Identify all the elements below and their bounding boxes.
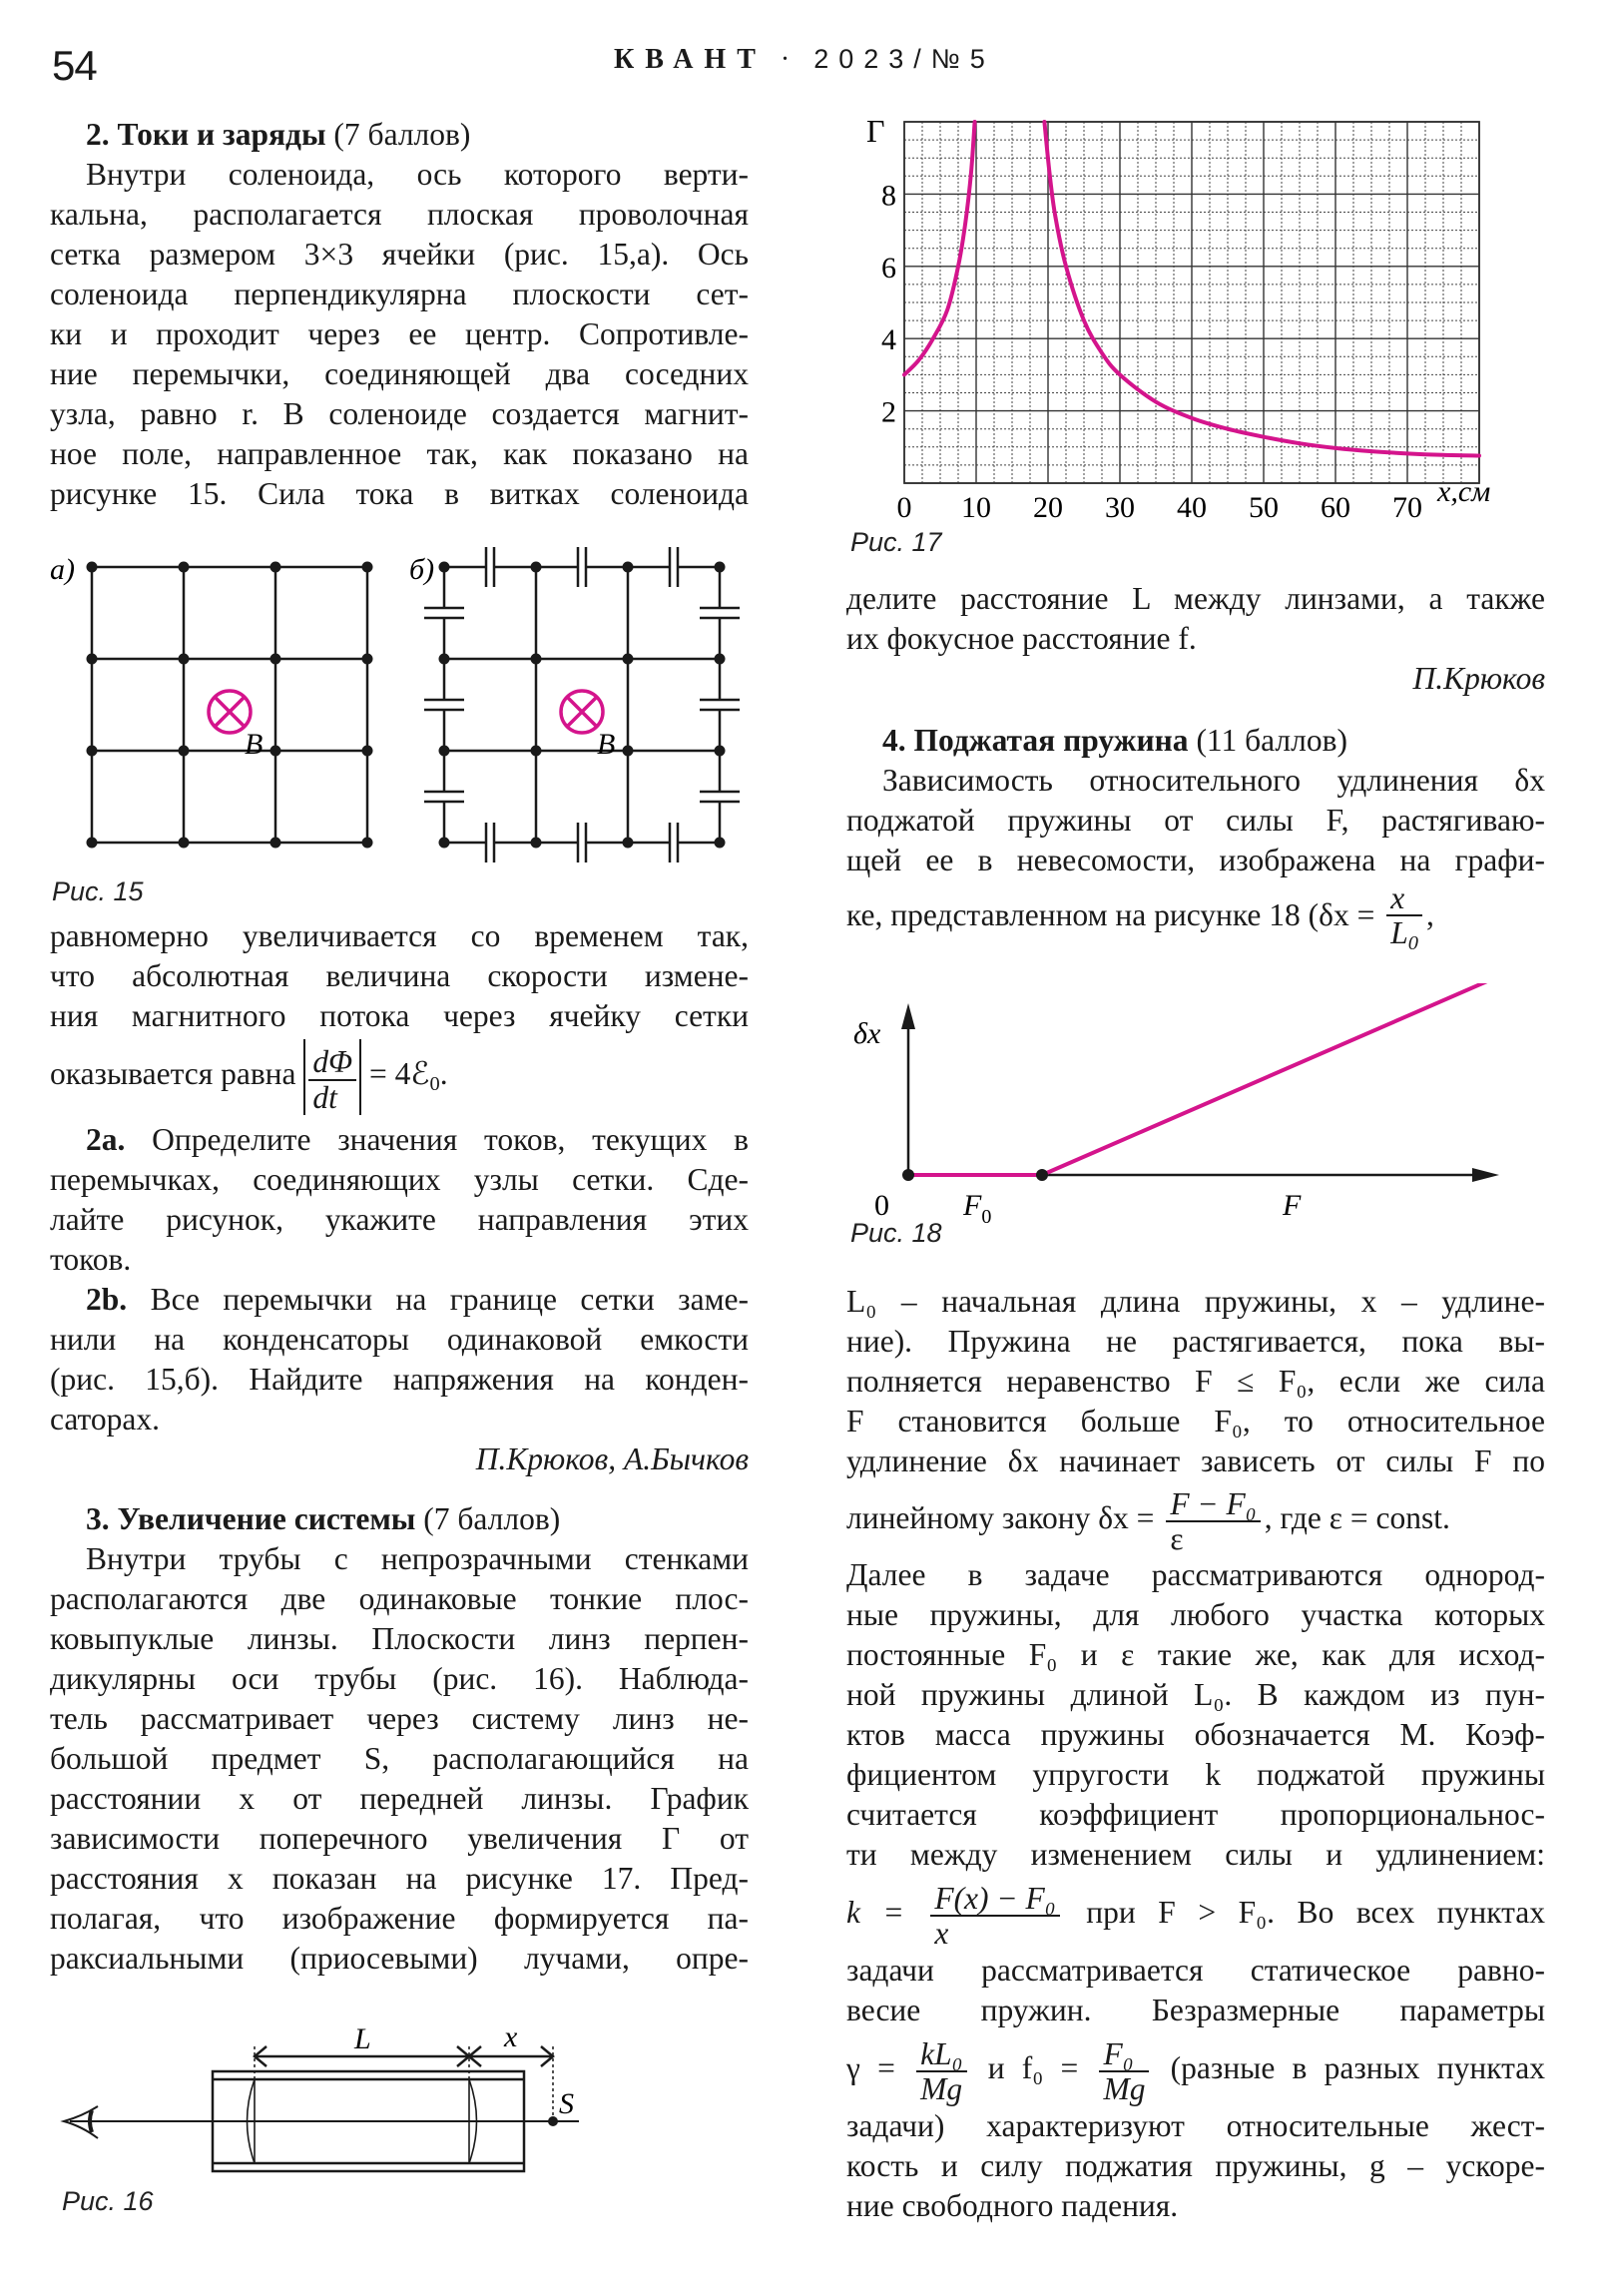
figure-16-caption: Рис. 16: [62, 2186, 154, 2216]
label-S: S: [559, 2087, 574, 2120]
magnetic-field-into-page-icon-b: [561, 691, 603, 733]
dimensionless-params-line: [846, 2030, 1545, 2106]
problem-4-heading: [846, 721, 1545, 761]
problem-points: (7 баллов): [423, 1501, 561, 1536]
node: [715, 562, 726, 573]
node: [623, 838, 634, 849]
problem-3-heading: [50, 1499, 749, 1539]
text-line: что абсолютная величина скорости измене-: [50, 958, 749, 993]
question-2b: [50, 1280, 749, 1439]
text-line: ти между изменением силы и удлинением:: [846, 1837, 1545, 1872]
problem-title: Токи и заряды: [117, 117, 326, 152]
problem-number: 4.: [882, 723, 906, 758]
fraction-denominator: ε: [1170, 1520, 1184, 1556]
text-line: токов.: [50, 1242, 132, 1277]
question-2a: [50, 1120, 749, 1280]
node: [439, 746, 450, 757]
node: [531, 654, 542, 665]
figure-15b-label: б): [409, 553, 435, 586]
text-line: располагаются две одинаковые тонкие плос-: [50, 1581, 749, 1616]
left-column: [50, 115, 749, 514]
node: [439, 838, 450, 849]
origin-label: 0: [874, 1189, 889, 1222]
fraction-denominator: [1386, 916, 1422, 955]
x-tick-label: 20: [1033, 491, 1063, 519]
y-axis-label: δx: [853, 1017, 881, 1050]
text-line: полагая, что изображение формируется па-: [50, 1901, 749, 1936]
node: [715, 746, 726, 757]
y-tick-label: 8: [881, 179, 896, 213]
text-line: нили на конденсаторы одинаковой емкости: [50, 1322, 749, 1357]
problem-3-authors: П.Крюков: [1412, 661, 1545, 696]
text-line: полняется неравенство F ≤ F₀, если же сила: [846, 1364, 1545, 1399]
text-line: большой предмет S, располагающийся на: [50, 1741, 749, 1776]
definition-text: ке, представленном на рисунке 18 (δx =: [846, 897, 1375, 932]
node: [87, 746, 98, 757]
magnetic-field-into-page-icon-a: [209, 691, 251, 733]
left-column-continued: [50, 916, 749, 1979]
text-line: сетка размером 3×3 ячейки (рис. 15,а). Ось: [50, 237, 749, 272]
text-line: 2b. Все перемычки на границе сетки заме-: [86, 1282, 749, 1317]
chart-grid: [904, 122, 1479, 483]
figure-17-caption: Рис. 17: [850, 527, 942, 557]
y-tick-label: 6: [881, 251, 896, 285]
right-column-continued: [846, 1282, 1545, 2226]
fraction-denominator: x: [934, 1915, 949, 1951]
figure-15-caption: Рис. 15: [52, 876, 144, 906]
problem-3-intro: [50, 1539, 749, 1979]
x-axis-label: F: [1283, 1189, 1302, 1222]
f0-fraction: [1099, 2037, 1149, 2105]
problem-4-definitions: [846, 1555, 1545, 1875]
linear-law-line: [846, 1481, 1545, 1555]
node: [715, 654, 726, 665]
node: [531, 746, 542, 757]
fraction-numerator: F₀: [1099, 2037, 1149, 2072]
text-line: дикулярны оси трубы (рис. 16). Наблюда-: [50, 1661, 749, 1696]
text-line: Внутри трубы с непрозрачными стенками: [86, 1541, 749, 1576]
node: [623, 562, 634, 573]
x-tick-label: 10: [961, 491, 991, 519]
node: [623, 746, 634, 757]
figure-15: [40, 539, 779, 918]
text-line: их фокусное расстояние f.: [846, 621, 1197, 656]
figure-15a-grid: [87, 562, 373, 849]
text-line: соленоида перпендикулярна плоскости сет-: [50, 277, 749, 311]
figure-18-caption: Рис. 18: [850, 1218, 942, 1248]
denominator-symbol: L: [1390, 914, 1408, 950]
gamma-fraction: [916, 2037, 966, 2105]
label-L: L: [354, 2022, 371, 2055]
text-line: перемычках, соединяющих узлы сетки. Сде-: [50, 1162, 749, 1197]
text-line: расстояния x показан на рисунке 17. Пред-: [50, 1861, 749, 1896]
text-line: рисунке 15. Сила тока в витках соленоида: [50, 476, 749, 511]
text-line: зависимости поперечного увеличения Г от: [50, 1821, 749, 1856]
problem-2-continued: [50, 916, 749, 1036]
node: [439, 562, 450, 573]
law-prefix: линейному закону δx =: [846, 1500, 1155, 1535]
text-line: ные пружины, для любого участка которых: [846, 1597, 1545, 1632]
fraction-denominator: Mg: [1103, 2070, 1146, 2106]
running-head: [614, 44, 995, 76]
x-tick-label: 50: [1249, 491, 1279, 519]
right-column: [846, 579, 1545, 955]
text-line: ние свободного падения.: [846, 2188, 1179, 2223]
node: [270, 562, 281, 573]
y-axis-label: Г: [866, 113, 885, 149]
text-line: ковыпуклые линзы. Плоскости линз перпен-: [50, 1621, 749, 1656]
page-number: 54: [52, 42, 97, 89]
stiffness-formula-line: [846, 1875, 1545, 1951]
text-line: ное поле, направленное так, как показано на: [50, 436, 749, 471]
text-line: задачи) характеризуют относительные жест-: [846, 2108, 1545, 2143]
gamma-prefix: γ =: [846, 2050, 895, 2085]
text-line: ной пружины длиной L₀. В каждом из пун-: [846, 1677, 1545, 1712]
problem-title: Увеличение системы: [117, 1501, 416, 1536]
text-line: ктов масса пружины обозначается M. Коэф-: [846, 1717, 1545, 1752]
k-fraction: [930, 1882, 1059, 1950]
text-line: щей ее в невесомости, изображена на графи-: [846, 843, 1545, 877]
y-axis-arrow-icon: [901, 1003, 915, 1029]
header-separator: ·: [780, 44, 800, 75]
problem-points: (7 баллов): [333, 117, 471, 152]
node: [179, 654, 190, 665]
node: [531, 562, 542, 573]
k-prefix: k =: [846, 1895, 904, 1930]
text-line: ние). Пружина не растягивается, пока вы-: [846, 1324, 1545, 1359]
text-line: F становится больше F₀, то относительное: [846, 1404, 1545, 1438]
text-line: считается коэффициент пропорциональнос-: [846, 1797, 1545, 1832]
fraction-numerator: x: [1386, 881, 1422, 916]
text-line: 2a. Определите значения токов, текущих в: [86, 1122, 750, 1157]
y-tick-label: 2: [881, 395, 896, 429]
question-label: 2a.: [86, 1122, 153, 1157]
node: [270, 838, 281, 849]
x-tick-label: 40: [1177, 491, 1207, 519]
journal-title: КВАНТ: [614, 44, 767, 75]
node: [87, 562, 98, 573]
node: [362, 654, 373, 665]
denominator-subscript: 0: [1407, 932, 1419, 955]
node: [270, 654, 281, 665]
problem-number: 2.: [86, 117, 110, 152]
question-label: 2b.: [86, 1282, 151, 1317]
problem-2-intro: [50, 155, 749, 514]
x-tick-label: 0: [896, 491, 912, 519]
f0-label: $F_0$: [963, 1189, 992, 1228]
object-point-S: [548, 2116, 558, 2126]
node: [362, 562, 373, 573]
x-tick-label: 30: [1105, 491, 1135, 519]
flux-formula-line: [50, 1036, 749, 1115]
field-label-a: B: [245, 728, 264, 761]
text-line: поджатой пружины от силы F, растягиваю-: [846, 803, 1545, 838]
node: [87, 838, 98, 849]
f0-mid: и f₀ =: [987, 2050, 1079, 2085]
problem-4-closing: [846, 2106, 1545, 2226]
fraction-numerator: F − F₀: [1166, 1487, 1260, 1522]
problem-4-definition-line: ке, представленном на рисунке 18 (δx = $\frac{x}{L_0}$ ,: [846, 879, 1434, 955]
formula-denominator: dt: [312, 1079, 337, 1115]
data-point: [902, 1169, 914, 1181]
text-line: удлинение δx начинает зависеть от силы F по: [846, 1443, 1545, 1478]
text-line: ние перемычки, соединяющей два соседних: [50, 356, 749, 391]
node: [715, 838, 726, 849]
text-line: фициентом упругости k поджатой пружины: [846, 1757, 1545, 1792]
text-line: задачи рассматривается статическое равно-: [846, 1953, 1545, 1988]
delta-x-fraction: [1386, 881, 1422, 955]
node: [623, 654, 634, 665]
series-line: [908, 983, 1510, 1175]
fraction-numerator: kL₀: [916, 2037, 966, 2072]
problem-4-equilibrium: [846, 1951, 1545, 2030]
text-line: L₀ – начальная длина пружины, x – удлине-: [846, 1284, 1545, 1319]
text-line: ния магнитного потока через ячейку сетки: [50, 998, 749, 1033]
fraction-denominator: Mg: [920, 2070, 963, 2106]
field-label-b: B: [597, 728, 616, 761]
text-line: постоянные F₀ и ε такие же, как для исход-: [846, 1637, 1545, 1672]
figure-18-chart: [828, 983, 1567, 1233]
formula-end: .: [439, 1056, 448, 1091]
figure-16: [40, 1997, 779, 2256]
text-line: ки и проходит через ее центр. Сопротивле-: [50, 316, 749, 351]
node: [179, 562, 190, 573]
problem-3-continued: [846, 579, 1545, 659]
x-tick-label: 70: [1392, 491, 1422, 519]
node: [87, 654, 98, 665]
problem-4-intro: [846, 761, 1545, 880]
formula-rhs-subscript: 0: [429, 1073, 440, 1096]
problem-2-heading: [50, 115, 749, 155]
problem-title: Поджатая пружина: [913, 723, 1189, 758]
figure-18-plot: [901, 983, 1510, 1182]
text-line: Внутри соленоида, ось которого верти-: [86, 157, 749, 192]
text-line: раксиальными (приосевыми) лучами, опре-: [50, 1941, 749, 1976]
series-line-1: [904, 122, 975, 374]
text-line: узла, равно r. В соленоиде создается магнит-: [50, 396, 749, 431]
node: [439, 654, 450, 665]
label-x: x: [504, 2020, 518, 2053]
formula-prefix: оказывается равна: [50, 1056, 296, 1091]
x-tick-label: 60: [1321, 491, 1350, 519]
abs-value: [303, 1039, 361, 1115]
text-line: весие пружин. Безразмерные параметры: [846, 1993, 1545, 2027]
node: [179, 838, 190, 849]
problem-number: 3.: [86, 1501, 110, 1536]
figure-17-chart: [848, 100, 1567, 519]
data-point: [1036, 1169, 1048, 1181]
x-axis-label: x,см: [1437, 475, 1491, 508]
text-line: равномерно увеличивается со временем так,: [50, 918, 749, 953]
formula-numerator: dΦ: [308, 1045, 356, 1080]
text-line: лайте рисунок, укажите направления этих: [50, 1202, 749, 1237]
k-suffix: при F > F₀. Во всех пунктах: [1086, 1895, 1546, 1930]
fraction-numerator: F(x) − F₀: [930, 1882, 1059, 1917]
text-line: делите расстояние L между линзами, а также: [846, 581, 1545, 616]
text-line: саторах.: [50, 1402, 160, 1436]
node: [270, 746, 281, 757]
y-tick-label: 4: [881, 323, 896, 357]
text-line: кость и силу поджатия пружины, g – ускоре-: [846, 2148, 1545, 2183]
law-fraction: [1166, 1487, 1260, 1555]
issue-number: 2023/№5: [813, 44, 995, 74]
formula-rhs: = 4ℰ: [369, 1056, 430, 1091]
x-axis-arrow-icon: [1472, 1168, 1499, 1182]
node: [179, 746, 190, 757]
text-line: тель рассматривает через систему линз не-: [50, 1701, 749, 1736]
text-line: (рис. 15,б). Найдите напряжения на конден-: [50, 1362, 749, 1397]
node: [531, 838, 542, 849]
figure-15a-label: а): [50, 553, 75, 586]
node: [362, 746, 373, 757]
text-line: Зависимость относительного удлинения δx: [882, 763, 1545, 798]
node: [362, 838, 373, 849]
text-line: расстоянии x от передней линзы. График: [50, 1781, 749, 1816]
problem-points: (11 баллов): [1196, 723, 1347, 758]
text-line: Далее в задаче рассматриваются однород-: [846, 1557, 1545, 1592]
series-line-2: [1044, 122, 1479, 455]
text-line: кальна, располагается плоская проволочная: [50, 197, 749, 232]
problem-4-continued: [846, 1282, 1545, 1481]
figure-15b-grid: [424, 547, 740, 862]
law-suffix: , где ε = const.: [1264, 1500, 1450, 1535]
problem-2-authors: П.Крюков, А.Бычков: [475, 1441, 749, 1476]
gamma-suffix: (разные в разных пунктах: [1170, 2050, 1545, 2085]
